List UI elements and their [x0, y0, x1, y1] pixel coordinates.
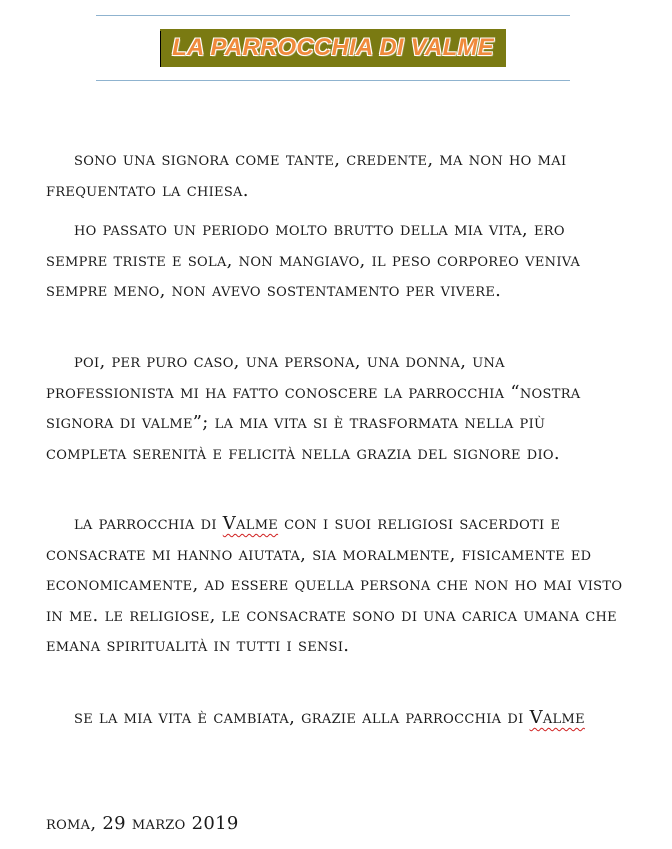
paragraph-3-text: poi, per puro caso, una persona, una donna, una professionista mi ha fatto conoscere la parrocchia “nostra signora di valme”; la mia vita si è trasformata nella più completa serenità e felicità nella grazia del signore dio.	[46, 351, 581, 464]
paragraph-5	[46, 703, 626, 744]
top-horizontal-rule	[96, 15, 570, 16]
title-banner	[160, 29, 506, 67]
paragraph-3	[46, 347, 626, 479]
paragraph-4-after: con i suoi religiosi sacerdoti e consacrate mi hanno aiutata, sia moralmente, fisicamente ed economicamente, ad essere quella persona che non ho mai visto in me. le religiose, le consacrate sono di una carica umana che emana spiritualità in tutti i sensi.	[46, 513, 623, 656]
bottom-horizontal-rule	[96, 80, 570, 81]
text-cursor	[160, 31, 161, 67]
paragraph-1	[46, 145, 626, 216]
paragraph-5-before: se la mia vita è cambiata, grazie alla parrocchia di	[74, 707, 530, 728]
paragraph-4	[46, 509, 626, 672]
paragraph-4-before: la parrocchia di	[74, 513, 223, 534]
signature-place-date: roma, 29 marzo 2019	[46, 813, 239, 834]
paragraph-4-text	[46, 509, 626, 662]
paragraph-1-text: sono una signora come tante, credente, ma non ho mai frequentato la chiesa.	[46, 149, 567, 201]
paragraph-2	[46, 215, 626, 317]
spellcheck-marked-word[interactable]: Valme	[222, 513, 279, 534]
paragraph-2-text: ho passato un periodo molto brutto della mia vita, ero sempre triste e sola, non mangiavo, il peso corporeo veniva sempre meno, non avevo sostentamento per vivere.	[46, 219, 581, 301]
spellcheck-marked-word[interactable]: Valme	[529, 707, 585, 728]
page-title: LA PARROCCHIA DI VALME	[172, 34, 494, 61]
paragraph-5-text	[46, 703, 626, 734]
